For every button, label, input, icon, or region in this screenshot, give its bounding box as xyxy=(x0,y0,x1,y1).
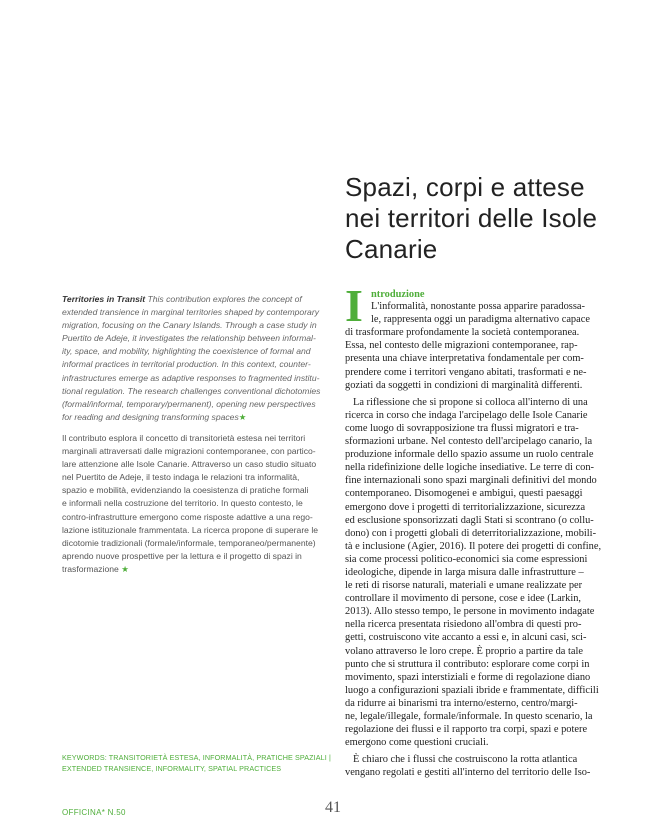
text-line: punto che si struttura il contributo: esplorare come corpi in xyxy=(345,658,590,670)
text-line: volano attraverso le loro crepe. È proprio a partire da tale xyxy=(345,645,584,657)
title-line: Spazi, corpi e attese xyxy=(345,172,585,202)
page-number: 41 xyxy=(325,799,341,816)
text-line: nella ridefinizione delle logiche insediative. Le terre di con- xyxy=(345,462,594,474)
section-heading: ntroduzione xyxy=(371,289,425,300)
text-line: controllare il movimento di persone, cose e idee (Larkin, xyxy=(345,593,582,605)
text-line: regolazione dei flussi e il rapporto tra corpi, spazi e potere xyxy=(345,724,588,736)
text-line: produzione informale dello spazio assume un ruolo centrale xyxy=(345,449,594,461)
abstract-line: marginali attraversati dalle migrazioni contemporanee, con partico- xyxy=(62,446,316,457)
text-line: presenta una chiave interpretativa fondamentale per com- xyxy=(345,353,584,365)
text-line: ideologiche, dipende in larga misura dalle infrastrutture – xyxy=(345,566,584,578)
abstract-line: tional regulation. The research challenges conventional dichotomies xyxy=(62,385,321,396)
title-line: nei territori delle Isole xyxy=(345,203,598,233)
text-line: sformazioni urbane. Nel contesto dell'arcipelago canario, la xyxy=(345,436,593,448)
keywords-line: KEYWORDS: TRANSITORIETÀ ESTESA, INFORMALITÀ, PRATICHE SPAZIALI | xyxy=(62,753,331,762)
abstract-line: extended transience in marginal territories shaped by contemporary xyxy=(62,307,319,318)
drop-cap: I xyxy=(345,280,363,331)
abstract-line: trasformazione ★ xyxy=(62,563,129,574)
text-line: vengano regolati e gestiti all'interno del territorio delle Iso- xyxy=(345,767,591,779)
abstract-line: aprendo nuove prospettive per la lettura e il progetto di spazi in xyxy=(62,550,302,561)
text-line: fine internazionali sono spazi marginali definitivi del mondo xyxy=(345,475,597,487)
text-line: emergono dove i progetti di territorializzazione, sicurezza xyxy=(345,501,586,513)
paragraph-2 xyxy=(345,396,610,750)
text-line: L'informalità, nonostante possa apparire paradossa- xyxy=(371,301,585,313)
text-line: movimento, spazi interstiziali e forme di regolazione diano xyxy=(345,671,591,683)
abstract-line: nel Puertito de Adeje, il testo indaga le relazioni tra informalità, xyxy=(62,472,300,483)
abstract-line: e informali nella costruzione del territorio. In questo contesto, le xyxy=(62,498,303,509)
text-line: ricerca in corso che indaga l'arcipelago delle Isole Canarie xyxy=(345,409,588,421)
paragraph-3 xyxy=(345,753,610,779)
abstract-line: informal practices in territorial production. In this context, counter- xyxy=(62,359,311,370)
abstract-line: migration, focusing on the Canary Islands. Through a case study in xyxy=(62,320,317,331)
text-line: getti, costruiscono vite accanto a essi e, in alcuni casi, sci- xyxy=(345,632,587,644)
text-line: nella ricerca presentata risiedono all'ombra di questi pro- xyxy=(345,619,582,631)
text-line: ne, legale/illegale, formale/informale. In questo scenario, la xyxy=(345,711,593,722)
paragraph-1-cont xyxy=(345,326,610,391)
text-line: goziati da soggetti in condizioni di marginalità differenti. xyxy=(345,379,583,391)
text-line: da ridurre ai binarismi tra interno/esterno, centro/margi- xyxy=(345,697,578,709)
text-line: Essa, nel contesto delle migrazioni contemporanee, rap- xyxy=(345,340,578,352)
abstract-line: dicotomie tradizionali (formale/informale, temporaneo/permanente) xyxy=(62,537,316,548)
abstract-line: lazione istituzionale frammentata. La ricerca propone di superare le xyxy=(62,524,319,535)
text-line: le reti di risorse naturali, materiali e umane realizzate per xyxy=(345,580,583,592)
text-line: ed esclusione sponsorizzati dagli Stati si scontrano (o collu- xyxy=(345,514,594,526)
abstract-english xyxy=(62,293,324,424)
text-line: emergono come questioni cruciali. xyxy=(345,737,489,749)
abstract-line: Il contributo esplora il concetto di transitorietà estesa nei territori xyxy=(62,433,306,443)
text-line: dono) con i progetti globali di deterritorializzazione, mobili- xyxy=(345,527,597,539)
star-icon: ★ xyxy=(238,411,247,422)
keywords-line: EXTENDED TRANSIENCE, INFORMALITY, SPATIAL PRACTICES xyxy=(62,763,282,773)
text-line: come luogo di sovrapposizione tra flussi migratori e tra- xyxy=(345,422,579,434)
abstract-italian xyxy=(62,432,324,576)
abstract-line: Puertito de Adeje, it investigates the relationship between informal- xyxy=(62,333,316,344)
text-line: luogo a configurazioni spaziali ibride e frammentate, difficili xyxy=(345,684,599,696)
keywords xyxy=(62,753,331,774)
abstract-line: ity, space, and mobility, highlighting the coexistence of formal and xyxy=(62,346,311,357)
paragraph-1 xyxy=(345,300,610,326)
text-line: di trasformare profondamente la società contemporanea. xyxy=(345,327,580,339)
text-line: sia come processi politico-economici sia come espressioni xyxy=(345,553,588,565)
text-line: le, rappresenta oggi un paradigma alternativo capace xyxy=(371,314,590,326)
text-line: prendere come i territori vengano abitati, trasformati e ne- xyxy=(345,366,587,378)
text-line: contemporaneo. Disomogenei e ambigui, questi paesaggi xyxy=(345,488,583,500)
star-icon: ★ xyxy=(121,563,129,574)
abstract-line: for reading and designing transforming spaces★ xyxy=(62,411,247,422)
text-line: La riflessione che si propone si colloca all'interno di una xyxy=(353,396,588,408)
abstract-heading: Territories in Transit xyxy=(62,294,146,304)
abstract-line: spazio e mobilità, evidenziando la coesistenza di pratiche formali xyxy=(62,485,309,496)
title-line: Canarie xyxy=(345,234,438,264)
article-title xyxy=(345,172,635,265)
abstract-line: (formal/informal, temporary/permanent), opening new perspectives xyxy=(62,398,316,409)
abstract-line: Territories in Transit This contribution explores the concept of xyxy=(62,294,302,304)
abstract-line: infrastructures emerge as adaptive responses to fragmented institu- xyxy=(62,372,320,383)
body-text xyxy=(345,287,610,779)
abstract-line: contro-infrastrutture emergono come risposte adattive a una rego- xyxy=(62,511,313,522)
text-line: tà e inclusione (Agier, 2016). Il potere dei progetti di confine, xyxy=(345,540,602,552)
journal-issue: OFFICINA* N.50 xyxy=(62,808,126,817)
heading-spacer xyxy=(345,287,610,300)
text-line: 2013). Allo stesso tempo, le persone in movimento indagate xyxy=(345,606,595,618)
text-line: È chiaro che i flussi che costruiscono la rotta atlantica xyxy=(353,754,578,766)
abstract-line: lare attenzione alle Isole Canarie. Attraverso un caso studio situato xyxy=(62,459,317,470)
